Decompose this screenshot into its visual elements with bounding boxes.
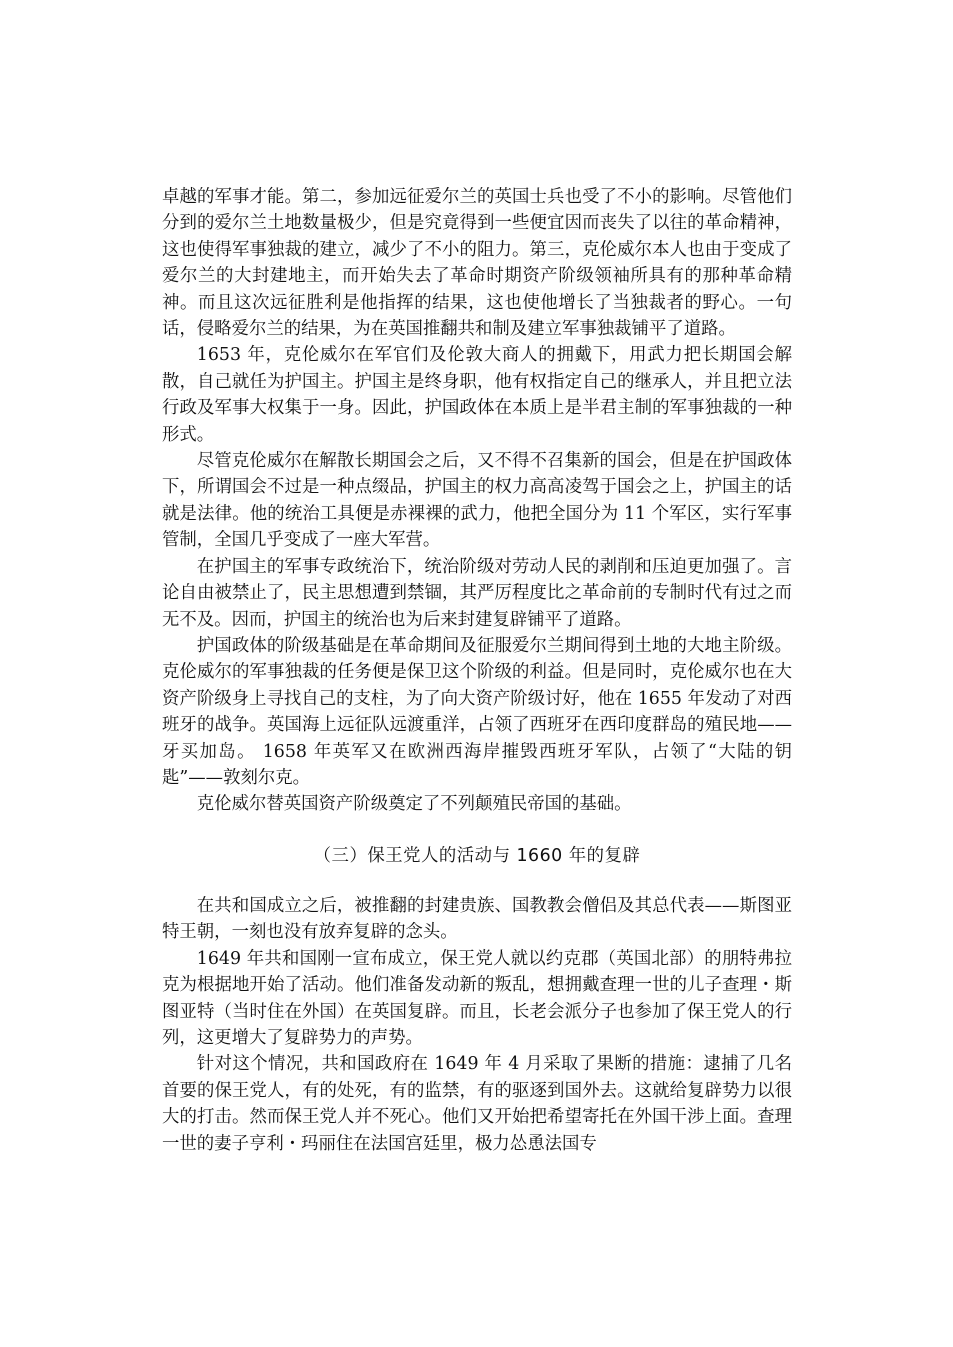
- section-heading: （三）保王党人的活动与 1660 年的复辟: [313, 846, 641, 866]
- paragraph-class-basis: 护国政体的阶级基础是在革命期间及征服爱尔兰期间得到土地的大地主阶级。克伦威尔的军事独裁的任务便是保卫这个阶级的利益。但是同时，克伦威尔也在大资产阶级身上寻找自己的支柱，为了向大资产阶级讨好，他在 1655 年发动了对西班牙的战争。英国海上远征队远渡重洋，占领了西班牙在西印度群岛的殖民地——牙买加岛。 1658 年英军又在欧洲西海岸摧毁西班牙军队，占领了“大陆的钥匙”——敦刻尔克。: [162, 635, 792, 788]
- paragraph-continued: 卓越的军事才能。第二，参加远征爱尔兰的英国士兵也受了不小的影响。尽管他们分到的爱尔兰土地数量极少，但是究竟得到一些便宜因而丧失了以往的革命精神，这也使得军事独裁的建立，减少了不小的阻力。第三，克伦威尔本人也由于变成了爱尔兰的大封建地主，而开始失去了革命时期资产阶级领袖所具有的那种革命精神。而且这次远征胜利是他指挥的结果，这也使他增长了当独裁者的野心。一句话，侵略爱尔兰的结果，为在英国推翻共和制及建立军事独裁铺平了道路。: [162, 187, 792, 340]
- paragraph-1653-dissolution: 1653 年，克伦威尔在军官们及伦敦大商人的拥戴下，用武力把长期国会解散，自己就任为护国主。护国主是终身职，他有权指定自己的继承人，并且把立法行政及军事大权集于一身。因此，护国政体在本质上是半君主制的军事独裁的一种形式。: [162, 345, 792, 445]
- paragraph-military-rule: 在护国主的军事专政统治下，统治阶级对劳动人民的剥削和压迫更加强了。言论自由被禁止了，民主思想遭到禁锢，其严厉程度比之革命前的专制时代有过之而无不及。因而，护国主的统治也为后来封建复辟铺平了道路。: [162, 556, 792, 630]
- body-text-top: [162, 184, 792, 818]
- paragraph-colonial-empire: 克伦威尔替英国资产阶级奠定了不列颠殖民帝国的基础。: [196, 794, 632, 815]
- paragraph-1649-royalists: 1649 年共和国刚一宣布成立，保王党人就以约克郡（英国北部）的朋特弗拉克为根据地开始了活动。他们准备发动新的叛乱，想拥戴查理一世的儿子查理・斯图亚特（当时住在外国）在英国复辟。而且，长老会派分子也参加了保王党人的行列，这更增大了复辟势力的声势。: [162, 948, 792, 1049]
- body-text-bottom: [162, 893, 792, 1157]
- paragraph-government-measures: 针对这个情况，共和国政府在 1649 年 4 月采取了果断的措施：逮捕了几名首要的保王党人，有的处死，有的监禁，有的驱逐到国外去。这就给复辟势力以很大的打击。然而保王党人并不死心。他们又开始把希望寄托在外国干涉上面。查理一世的妻子亨利・玛丽住在法国宫廷里，极力怂恿法国专: [162, 1054, 792, 1154]
- paragraph-restoration-intent: 在共和国成立之后，被推翻的封建贵族、国教教会僧侣及其总代表——斯图亚特王朝，一刻也没有放弃复辟的念头。: [162, 896, 792, 943]
- paragraph-new-parliament: 尽管克伦威尔在解散长期国会之后，又不得不召集新的国会，但是在护国政体下，所谓国会不过是一种点缀品，护国主的权力高高凌驾于国会之上，护国主的话就是法律。他的统治工具便是赤裸裸的武力，他把全国分为 11 个军区，实行军事管制，全国几乎变成了一座大军营。: [162, 451, 792, 551]
